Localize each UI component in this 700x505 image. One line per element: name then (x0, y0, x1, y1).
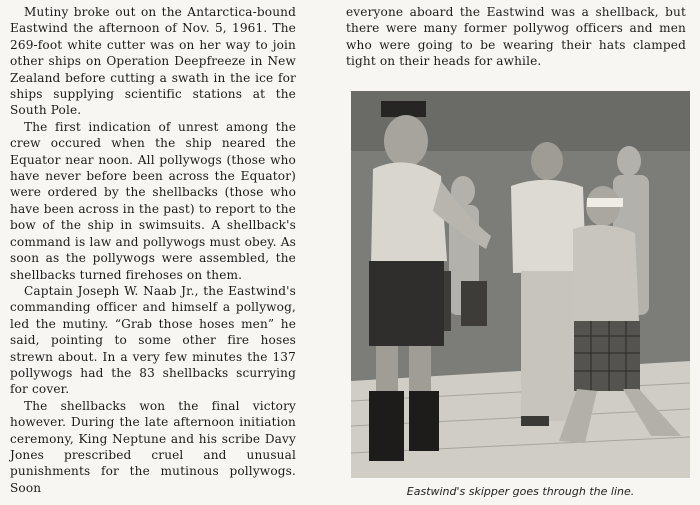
photo-caption: Eastwind's skipper goes through the line. (406, 485, 635, 498)
paragraph: The first indication of unrest among the crew occured when the ship neared the Equator near noon. All pollywogs (those who have never before been across the Equator) were ordered by the shellbacks (those who have been across in the past) to report to the bow of the ship in swimsuits. A shellback's command is law and pollywogs must obey. As soon as the pollywogs were assembled, the shellbacks turned firehoses on them. (10, 119, 296, 282)
article-left-column (10, 4, 296, 496)
paragraph: Mutiny broke out on the Antarctica-bound Eastwind the afternoon of Nov. 5, 1961. The 269-foot white cutter was on her way to join other ships on Operation Deepfreeze in New Zealand before cutting a swath in the ice for ships supplying scientific stations at the South Pole. (10, 5, 296, 118)
article-right-column (346, 4, 686, 70)
news-photo (351, 91, 690, 478)
paragraph: Captain Joseph W. Naab Jr., the Eastwind's commanding officer and himself a pollywog, led the mutiny. “Grab those hoses men” he said, pointing to some other fire hoses strewn about. In a very few minutes the 137 pollywogs had the 83 shellbacks scurrying for cover. (10, 283, 296, 397)
paragraph: The shellbacks won the final victory however. During the late afternoon initiation ceremony, King Neptune and his scribe Davy Jones prescribed cruel and unusual punishments for the mutinous pollywogs. Soon (10, 398, 296, 495)
paragraph: everyone aboard the Eastwind was a shellback, but there were many former pollywog officers and men who were going to be wearing their hats clamped tight on their heads for awhile. (346, 5, 686, 69)
